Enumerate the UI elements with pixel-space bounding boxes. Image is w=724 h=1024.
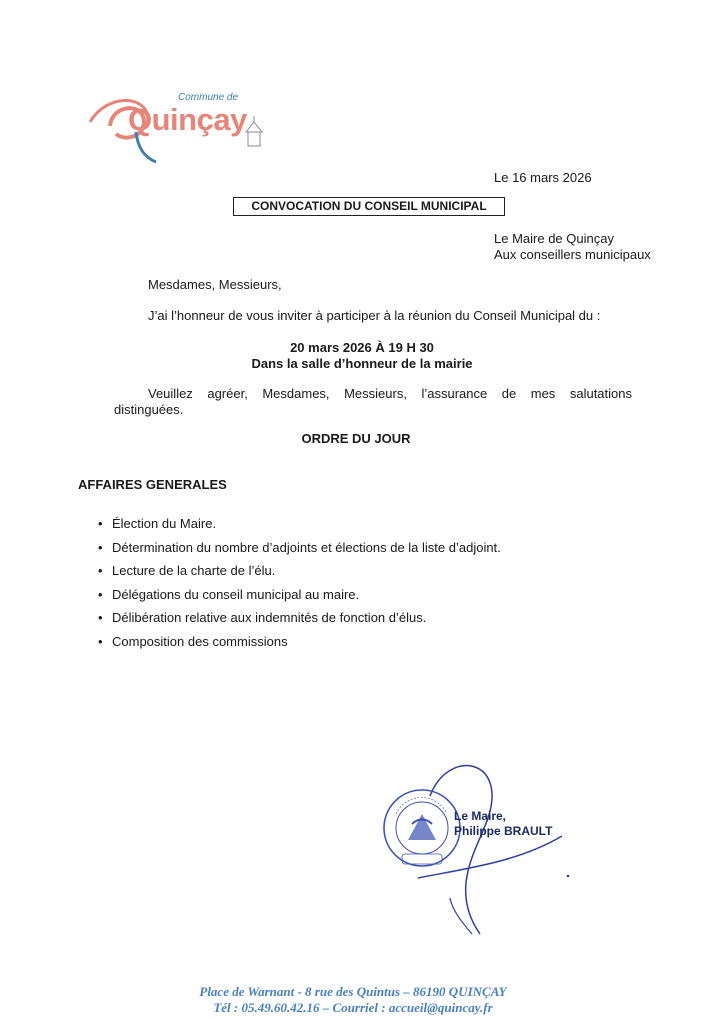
agenda-item: • Lecture de la charte de l’élu. bbox=[98, 563, 501, 587]
agenda-item: • Délibération relative aux indemnités de fonction d’élus. bbox=[98, 610, 501, 634]
letter-date: Le 16 mars 2026 bbox=[494, 170, 592, 185]
agenda-title: ORDRE DU JOUR bbox=[301, 431, 411, 446]
logo-commune-label: Commune de bbox=[178, 92, 239, 103]
salutation: Mesdames, Messieurs, bbox=[148, 277, 282, 292]
logo-name: Quinçay bbox=[128, 102, 247, 137]
closing-line-1: Veuillez agréer, Mesdames, Messieurs, l’assurance de mes salutations bbox=[148, 386, 632, 401]
agenda-list bbox=[98, 516, 501, 657]
footer-address: Place de Warnant - 8 rue des Quintus – 86190 QUINÇAY bbox=[199, 984, 507, 999]
footer-contact: Tél : 05.49.60.42.16 – Courriel : accueil@quincay.fr bbox=[213, 1000, 493, 1015]
meeting-datetime: 20 mars 2026 À 19 H 30 bbox=[290, 340, 434, 355]
sender-line: Le Maire de Quinçay bbox=[494, 231, 614, 246]
agenda-item: • Détermination du nombre d’adjoints et élections de la liste d’adjoint. bbox=[98, 540, 501, 564]
signatory-role: Le Maire, bbox=[454, 809, 507, 823]
commune-logo bbox=[86, 92, 276, 172]
agenda-item: • Élection du Maire. bbox=[98, 516, 501, 540]
letter-title: CONVOCATION DU CONSEIL MUNICIPAL bbox=[233, 197, 505, 216]
town-stamp-icon bbox=[384, 790, 460, 866]
agenda-item: • Délégations du conseil municipal au maire. bbox=[98, 587, 501, 611]
closing-line-2: distinguées. bbox=[114, 402, 184, 417]
agenda-section-title: AFFAIRES GENERALES bbox=[78, 477, 227, 492]
signature-and-stamp bbox=[378, 758, 578, 938]
handwritten-signature-icon bbox=[418, 766, 569, 934]
agenda-item: • Composition des commissions bbox=[98, 634, 501, 658]
signatory-name: Philippe BRAULT bbox=[454, 824, 553, 838]
recipient-line: Aux conseillers municipaux bbox=[494, 247, 651, 262]
intro-paragraph: J’ai l’honneur de vous inviter à participer à la réunion du Conseil Municipal du : bbox=[148, 308, 601, 323]
meeting-place: Dans la salle d’honneur de la mairie bbox=[251, 356, 473, 371]
